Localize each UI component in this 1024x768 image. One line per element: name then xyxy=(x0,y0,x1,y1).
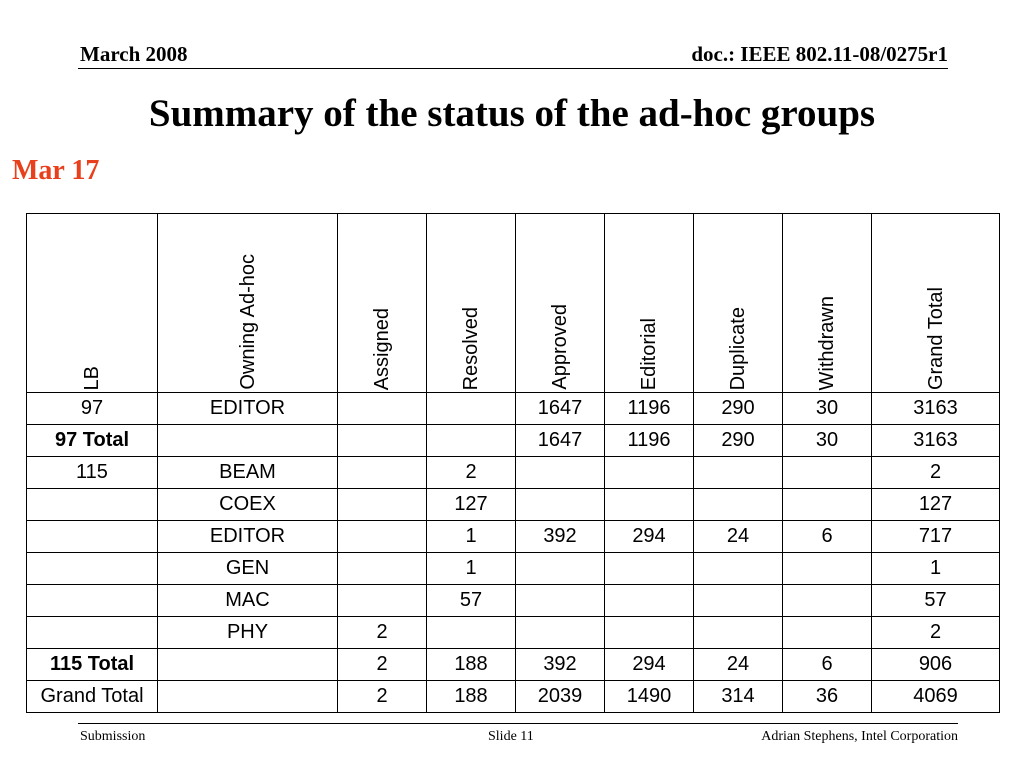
table-cell: 30 xyxy=(783,425,872,457)
table-cell: 97 xyxy=(27,393,158,425)
table-cell: 2 xyxy=(872,617,1000,649)
footer-author: Adrian Stephens, Intel Corporation xyxy=(761,729,958,744)
table-row xyxy=(27,489,1000,521)
table-cell: Grand Total xyxy=(27,681,158,713)
table-cell: 294 xyxy=(605,649,694,681)
table-cell: 290 xyxy=(694,425,783,457)
table-cell xyxy=(158,649,338,681)
meeting-date-label: Mar 17 xyxy=(12,155,100,186)
table-cell: 115 Total xyxy=(27,649,158,681)
table-cell xyxy=(427,617,516,649)
table-cell xyxy=(605,553,694,585)
slide-title: Summary of the status of the ad-hoc groups xyxy=(148,92,876,135)
table-cell: 127 xyxy=(872,489,1000,521)
column-header xyxy=(427,214,516,393)
table-cell xyxy=(516,457,605,489)
table-cell: 1196 xyxy=(605,425,694,457)
table-cell xyxy=(27,553,158,585)
table-cell xyxy=(27,521,158,553)
table-row xyxy=(27,521,1000,553)
table-cell: 717 xyxy=(872,521,1000,553)
column-header xyxy=(27,214,158,393)
table-cell: 24 xyxy=(694,521,783,553)
table-row xyxy=(27,681,1000,713)
table-cell xyxy=(783,553,872,585)
table-cell: 2 xyxy=(338,649,427,681)
table-cell xyxy=(516,553,605,585)
table-row xyxy=(27,585,1000,617)
table-cell: PHY xyxy=(158,617,338,649)
table-cell: EDITOR xyxy=(158,393,338,425)
table-cell xyxy=(516,617,605,649)
table-row xyxy=(27,649,1000,681)
table-cell xyxy=(516,585,605,617)
table-cell: COEX xyxy=(158,489,338,521)
table-cell: 6 xyxy=(783,649,872,681)
table-cell: 97 Total xyxy=(27,425,158,457)
table-header-row xyxy=(27,214,1000,393)
table-cell xyxy=(694,585,783,617)
table-cell: 4069 xyxy=(872,681,1000,713)
table-cell: 1647 xyxy=(516,393,605,425)
header-divider xyxy=(78,68,948,69)
table-cell: 3163 xyxy=(872,393,1000,425)
column-header-label: Duplicate xyxy=(727,306,749,390)
table-cell xyxy=(605,457,694,489)
column-header xyxy=(694,214,783,393)
table-cell: 30 xyxy=(783,393,872,425)
table-cell xyxy=(694,457,783,489)
table-cell: 24 xyxy=(694,649,783,681)
header-doc-id: doc.: IEEE 802.11-08/0275r1 xyxy=(691,42,948,66)
column-header-label: Grand Total xyxy=(924,286,947,390)
table-cell xyxy=(694,553,783,585)
table-row xyxy=(27,617,1000,649)
table-cell xyxy=(27,489,158,521)
table-cell xyxy=(27,617,158,649)
table-cell: 57 xyxy=(427,585,516,617)
table-cell: 127 xyxy=(427,489,516,521)
table-cell: BEAM xyxy=(158,457,338,489)
table-cell: 1647 xyxy=(516,425,605,457)
table-cell: 314 xyxy=(694,681,783,713)
table-cell: 57 xyxy=(872,585,1000,617)
table-cell: 906 xyxy=(872,649,1000,681)
table-cell: 2039 xyxy=(516,681,605,713)
table-cell: 294 xyxy=(605,521,694,553)
table-cell xyxy=(427,393,516,425)
table-cell xyxy=(338,425,427,457)
table-cell: 1490 xyxy=(605,681,694,713)
table-cell: 2 xyxy=(427,457,516,489)
column-header-label: Editorial xyxy=(638,317,660,390)
table-cell: 36 xyxy=(783,681,872,713)
table-cell xyxy=(27,585,158,617)
table-cell xyxy=(427,425,516,457)
table-cell xyxy=(783,617,872,649)
table-cell xyxy=(158,425,338,457)
column-header-label: Resolved xyxy=(460,306,482,390)
table-cell: MAC xyxy=(158,585,338,617)
table-cell xyxy=(605,489,694,521)
table-cell: 290 xyxy=(694,393,783,425)
column-header xyxy=(516,214,605,393)
column-header xyxy=(338,214,427,393)
table-cell: 6 xyxy=(783,521,872,553)
table-cell: 392 xyxy=(516,521,605,553)
table-row xyxy=(27,553,1000,585)
table-cell xyxy=(338,489,427,521)
table-cell: EDITOR xyxy=(158,521,338,553)
table-cell: 1 xyxy=(872,553,1000,585)
table-cell xyxy=(338,521,427,553)
column-header-label: Owning Ad-hoc xyxy=(236,254,259,390)
table-cell: 3163 xyxy=(872,425,1000,457)
column-header xyxy=(872,214,1000,393)
table-cell xyxy=(516,489,605,521)
table-cell xyxy=(338,585,427,617)
table-cell: 2 xyxy=(338,681,427,713)
table-cell: 2 xyxy=(338,617,427,649)
footer-divider xyxy=(78,723,958,724)
table-cell xyxy=(694,617,783,649)
table-cell xyxy=(694,489,783,521)
footer-slide-number: Slide 11 xyxy=(488,729,534,744)
footer-submission: Submission xyxy=(80,729,146,744)
ad-hoc-status-table xyxy=(26,213,1000,713)
table-row xyxy=(27,425,1000,457)
table-cell xyxy=(605,585,694,617)
column-header-label: Assigned xyxy=(371,307,393,390)
table-cell: 1 xyxy=(427,553,516,585)
column-header-label: LB xyxy=(81,365,103,390)
header-date: March 2008 xyxy=(80,42,188,66)
table-cell xyxy=(783,489,872,521)
table-cell xyxy=(338,457,427,489)
table-cell xyxy=(783,457,872,489)
column-header-label: Approved xyxy=(549,304,571,390)
table-cell: 2 xyxy=(872,457,1000,489)
table-row xyxy=(27,457,1000,489)
column-header xyxy=(783,214,872,393)
table-cell: GEN xyxy=(158,553,338,585)
table-row xyxy=(27,393,1000,425)
table-cell: 188 xyxy=(427,681,516,713)
column-header xyxy=(158,214,338,393)
table-cell xyxy=(158,681,338,713)
table-cell: 115 xyxy=(27,457,158,489)
table-cell xyxy=(783,585,872,617)
table-cell: 392 xyxy=(516,649,605,681)
column-header xyxy=(605,214,694,393)
column-header-label: Withdrawn xyxy=(816,295,838,390)
table-cell xyxy=(338,553,427,585)
table-cell: 188 xyxy=(427,649,516,681)
table-cell: 1196 xyxy=(605,393,694,425)
table-cell xyxy=(338,393,427,425)
table-cell: 1 xyxy=(427,521,516,553)
table-cell xyxy=(605,617,694,649)
